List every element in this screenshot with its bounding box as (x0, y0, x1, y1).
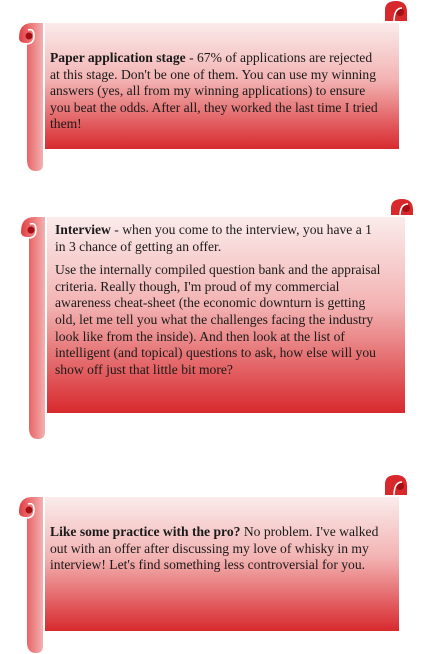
scroll-text (55, 222, 385, 385)
practice-paragraph (50, 524, 380, 574)
practice-body: No problem. I've walked out with an offer after discussing my love of whisky in my interview! Let's find something less controversial for you. (50, 524, 379, 573)
practice-title: Like some practice with the pro? (50, 524, 241, 539)
scroll-banner-paper-application (14, 0, 416, 172)
scroll-banner-practice (14, 474, 416, 654)
interview-paragraph-2: Use the internally compiled question bank and the appraisal criteria. Really though, I'm proud of my commercial awareness cheat-sheet (the economic downturn is getting old, let me tell you what the challenges facing the industry look like from the inside). And then look at the list of intelligent (and topical) questions to ask, how else will you show off just that little bit more? (55, 262, 381, 377)
interview-paragraph (55, 222, 385, 255)
interview-body: - when you come to the interview, you have a 1 in 3 chance of getting an offer. (55, 222, 372, 254)
scroll-text (50, 50, 380, 140)
interview-title: Interview (55, 222, 111, 237)
paper-application-paragraph (50, 50, 380, 133)
scroll-banner-interview (14, 198, 422, 440)
paper-application-body: - 67% of applications are rejected at this stage. Don't be one of them. You can use my winning answers (yes, all from my winning applications) to ensure you beat the odds. After all, they worked the last time I tried them! (50, 50, 378, 132)
paper-application-title: Paper application stage (50, 50, 186, 65)
scroll-text (50, 524, 380, 581)
